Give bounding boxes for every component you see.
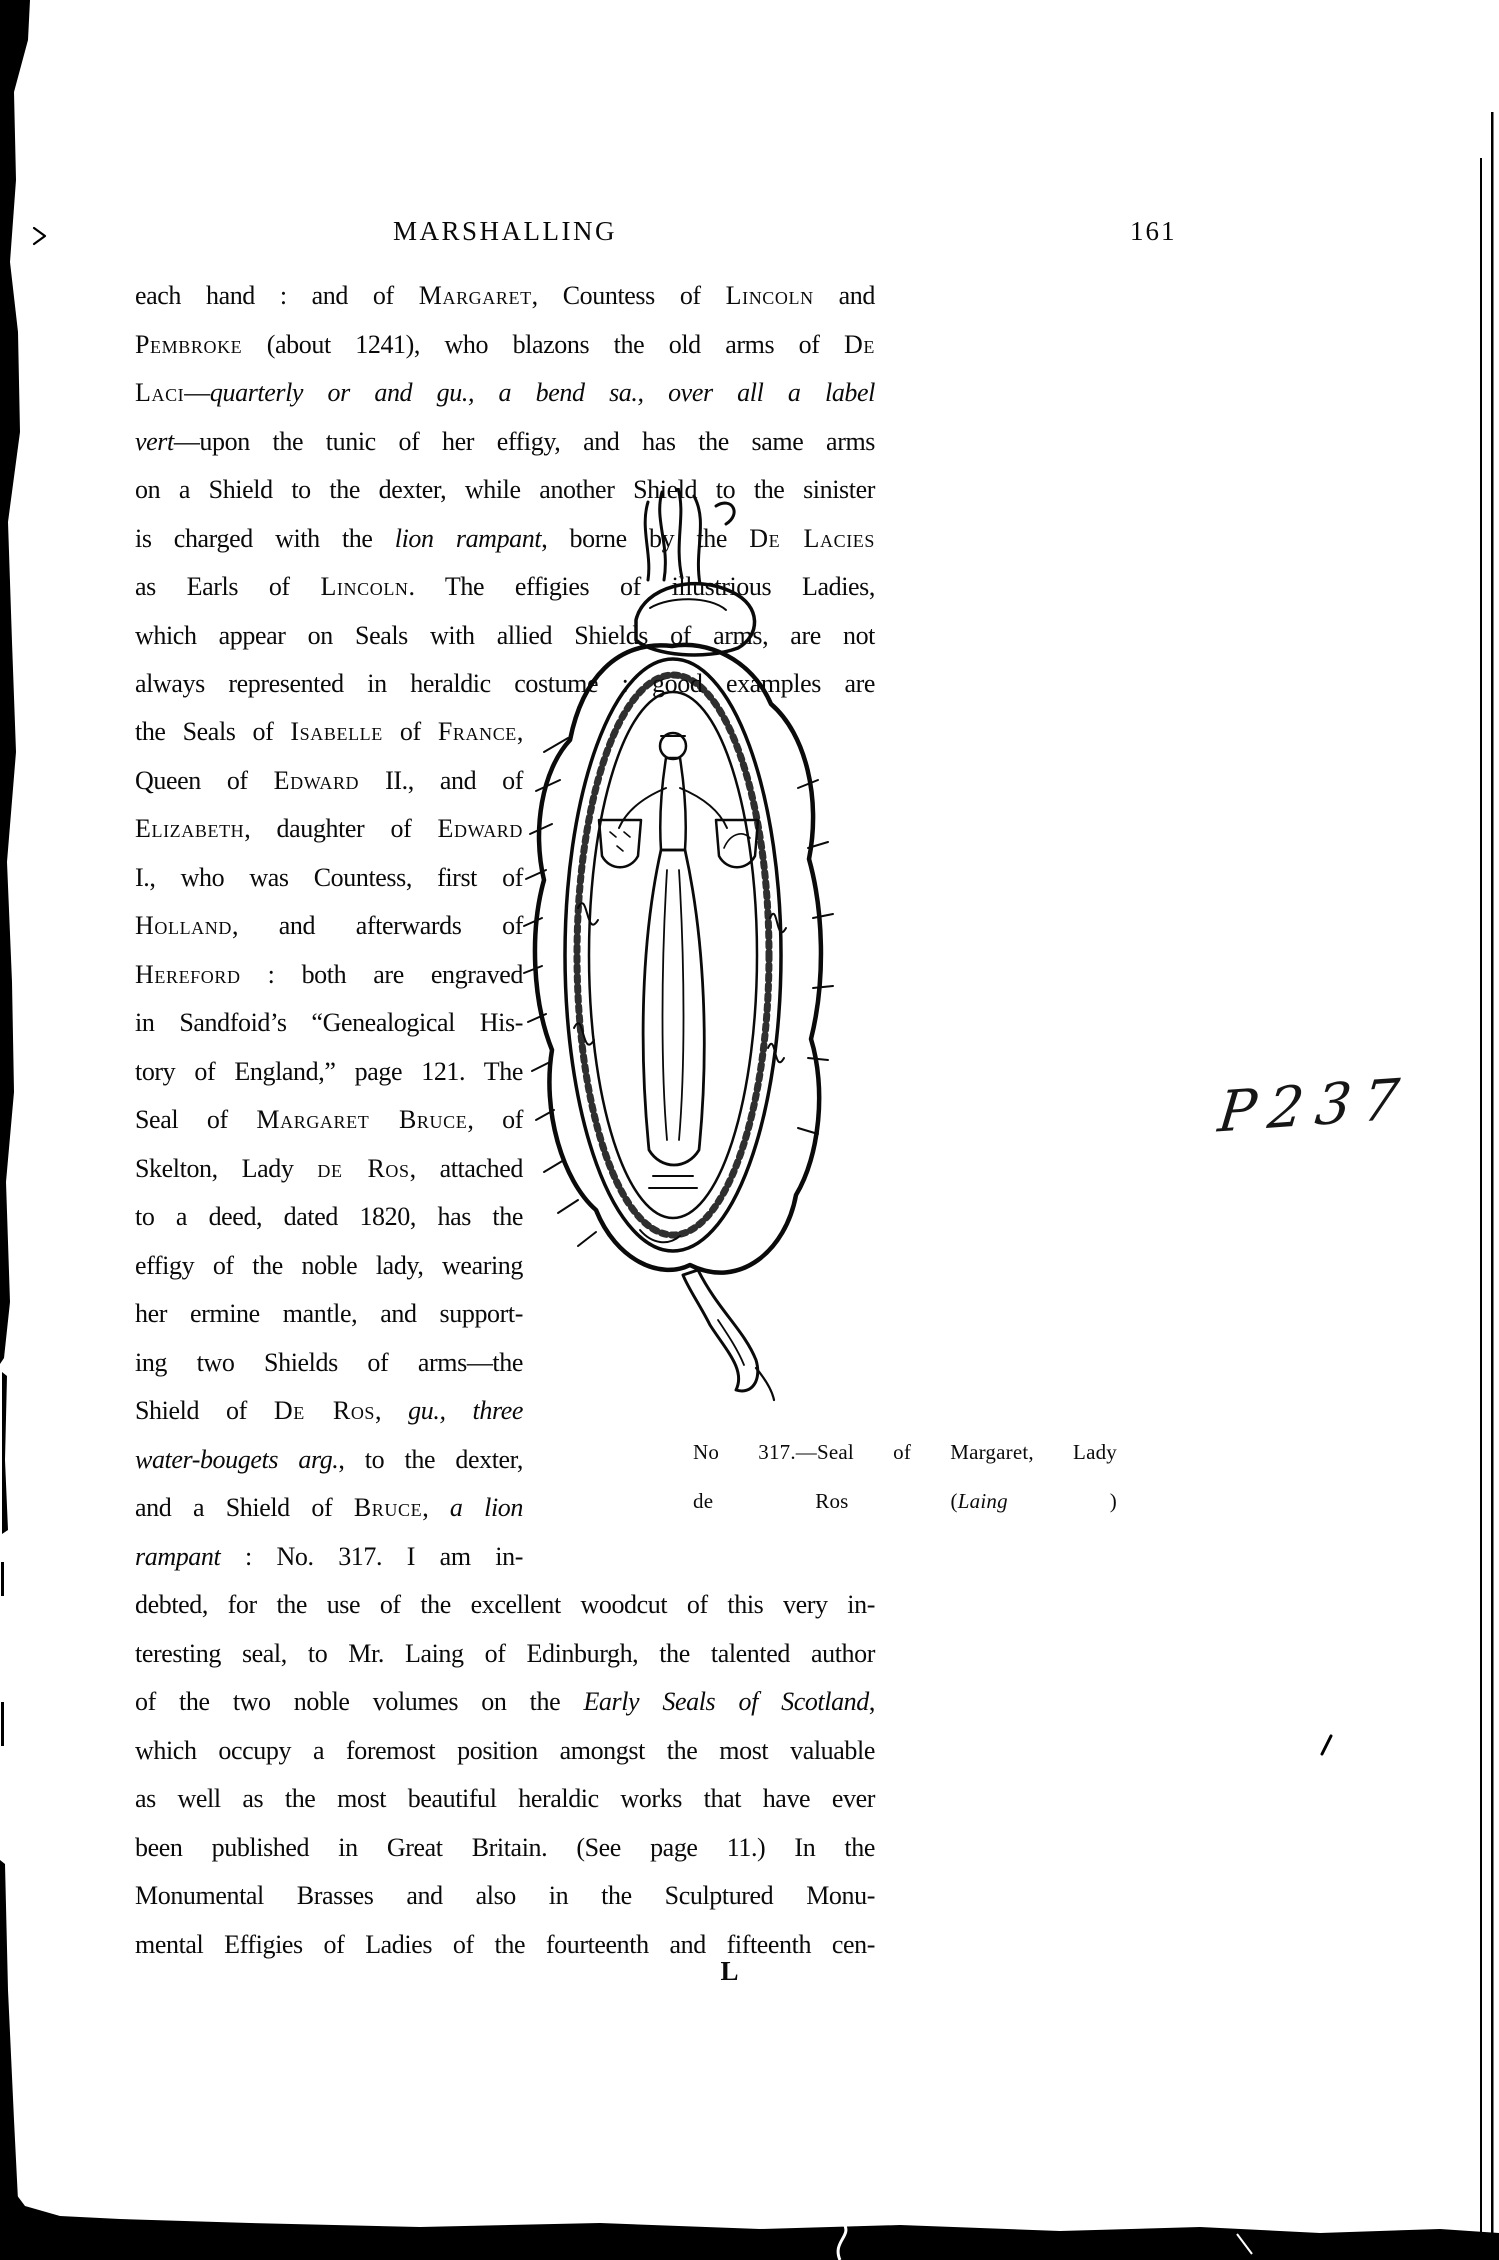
running-head-title: MARSHALLING [392,216,617,246]
text-line: I., who was Countess, first of [135,862,523,892]
text-line: her ermine mantle, and support- [135,1299,523,1328]
text-line: been published in Great Britain. (See page 11.) In the [135,1832,875,1862]
text-line: Skelton, Lady de Ros, attached [135,1153,524,1183]
text-line: Pembroke (about 1241), who blazons the old arms of De [135,329,875,359]
text-line: Laci—quarterly or and gu., a bend sa., over all a label [135,378,875,407]
figure-caption [693,1428,1117,1525]
seal-hatching-left [524,738,596,1246]
text-line: de Ros (Laing ) [693,1488,1117,1513]
text-line: effigy of the noble lady, wearing [135,1250,523,1280]
seal-bottom-drapery [683,1270,774,1400]
text-line: Queen of Edward II., and of [135,765,523,795]
text-line: in Sandfoid’s “Genealogical His- [135,1008,523,1037]
seal-inner-oval-outer [565,659,781,1251]
handwritten-margin-note: P237 [1215,1066,1415,1146]
text-line: mental Effigies of Ladies of the fourteenth and fifteenth cen- [135,1929,875,1959]
body-text-block-narrow-column [135,708,523,1581]
text-line: Shield of De Ros, gu., three [135,1396,523,1425]
text-line: vert—upon the tunic of her effigy, and has the same arms [135,426,875,456]
text-line: on a Shield to the dexter, while another Shield to the sinister [135,475,875,504]
text-line: as Earls of Lincoln. The effigies of illustrious Ladies, [135,572,875,601]
seal-hatching-right [798,780,833,1134]
text-line: tory of England,” page 121. The [135,1056,523,1086]
text-line: which appear on Seals with allied Shields of arms, are not [135,620,875,650]
text-line: is charged with the lion rampant, borne by the De Lacies [135,523,875,553]
scan-artifact-right-line-1 [1480,158,1482,2234]
page-number: 161 [1130,216,1177,246]
text-line: to a deed, dated 1820, has the [135,1202,523,1231]
text-line: debted, for the use of the excellent woodcut of this very in- [135,1590,875,1619]
seal-shield-bruce [716,820,758,867]
body-text-block-bottom [135,1581,875,1969]
text-line: Hereford : both are engraved [135,959,523,989]
text-line: No 317.—Seal of Margaret, Lady [693,1440,1117,1464]
scan-artifact-tick [1322,1736,1331,1754]
seal-cords [645,488,734,584]
text-line: each hand : and of Margaret, Countess of Lincoln and [135,281,875,310]
text-line: Elizabeth, daughter of Edward [135,814,523,843]
text-line: teresting seal, to Mr. Laing of Edinburgh, the talented author [135,1638,875,1668]
seal-wax-folds [574,903,786,1242]
text-line: ing two Shields of arms—the [135,1347,523,1377]
text-line: Holland, and afterwards of [135,911,523,940]
text-line: of the two noble volumes on the Early Seals of Scotland, [135,1687,875,1716]
scan-artifact-left-edge [0,0,30,1364]
text-line: Monumental Brasses and also in the Sculptured Monu- [135,1881,875,1910]
printers-signature-mark: L [720,1956,740,1986]
text-line: water-bougets arg., to the dexter, [135,1444,524,1474]
seal-effigy-figure [619,733,727,1188]
scan-artifact-bottom-shadow [0,2186,1499,2260]
text-line: and a Shield of Bruce, a lion [135,1493,523,1522]
text-line: Seal of Margaret Bruce, of [135,1105,523,1134]
text-line: the Seals of Isabelle of France, [135,717,524,746]
scan-artifact-right-line-2 [1491,112,1494,2234]
scan-artifact-margin-chevron [34,228,45,244]
text-line: rampant : No. 317. I am in- [135,1541,523,1571]
text-line: which occupy a foremost position amongst the most valuable [135,1735,875,1765]
seal-woodcut-illustration [520,488,835,1408]
text-line: always represented in heraldic costume : good examples are [135,669,875,698]
seal-inner-oval-inner [589,692,757,1218]
text-line: as well as the most beautiful heraldic works that have ever [135,1784,875,1813]
